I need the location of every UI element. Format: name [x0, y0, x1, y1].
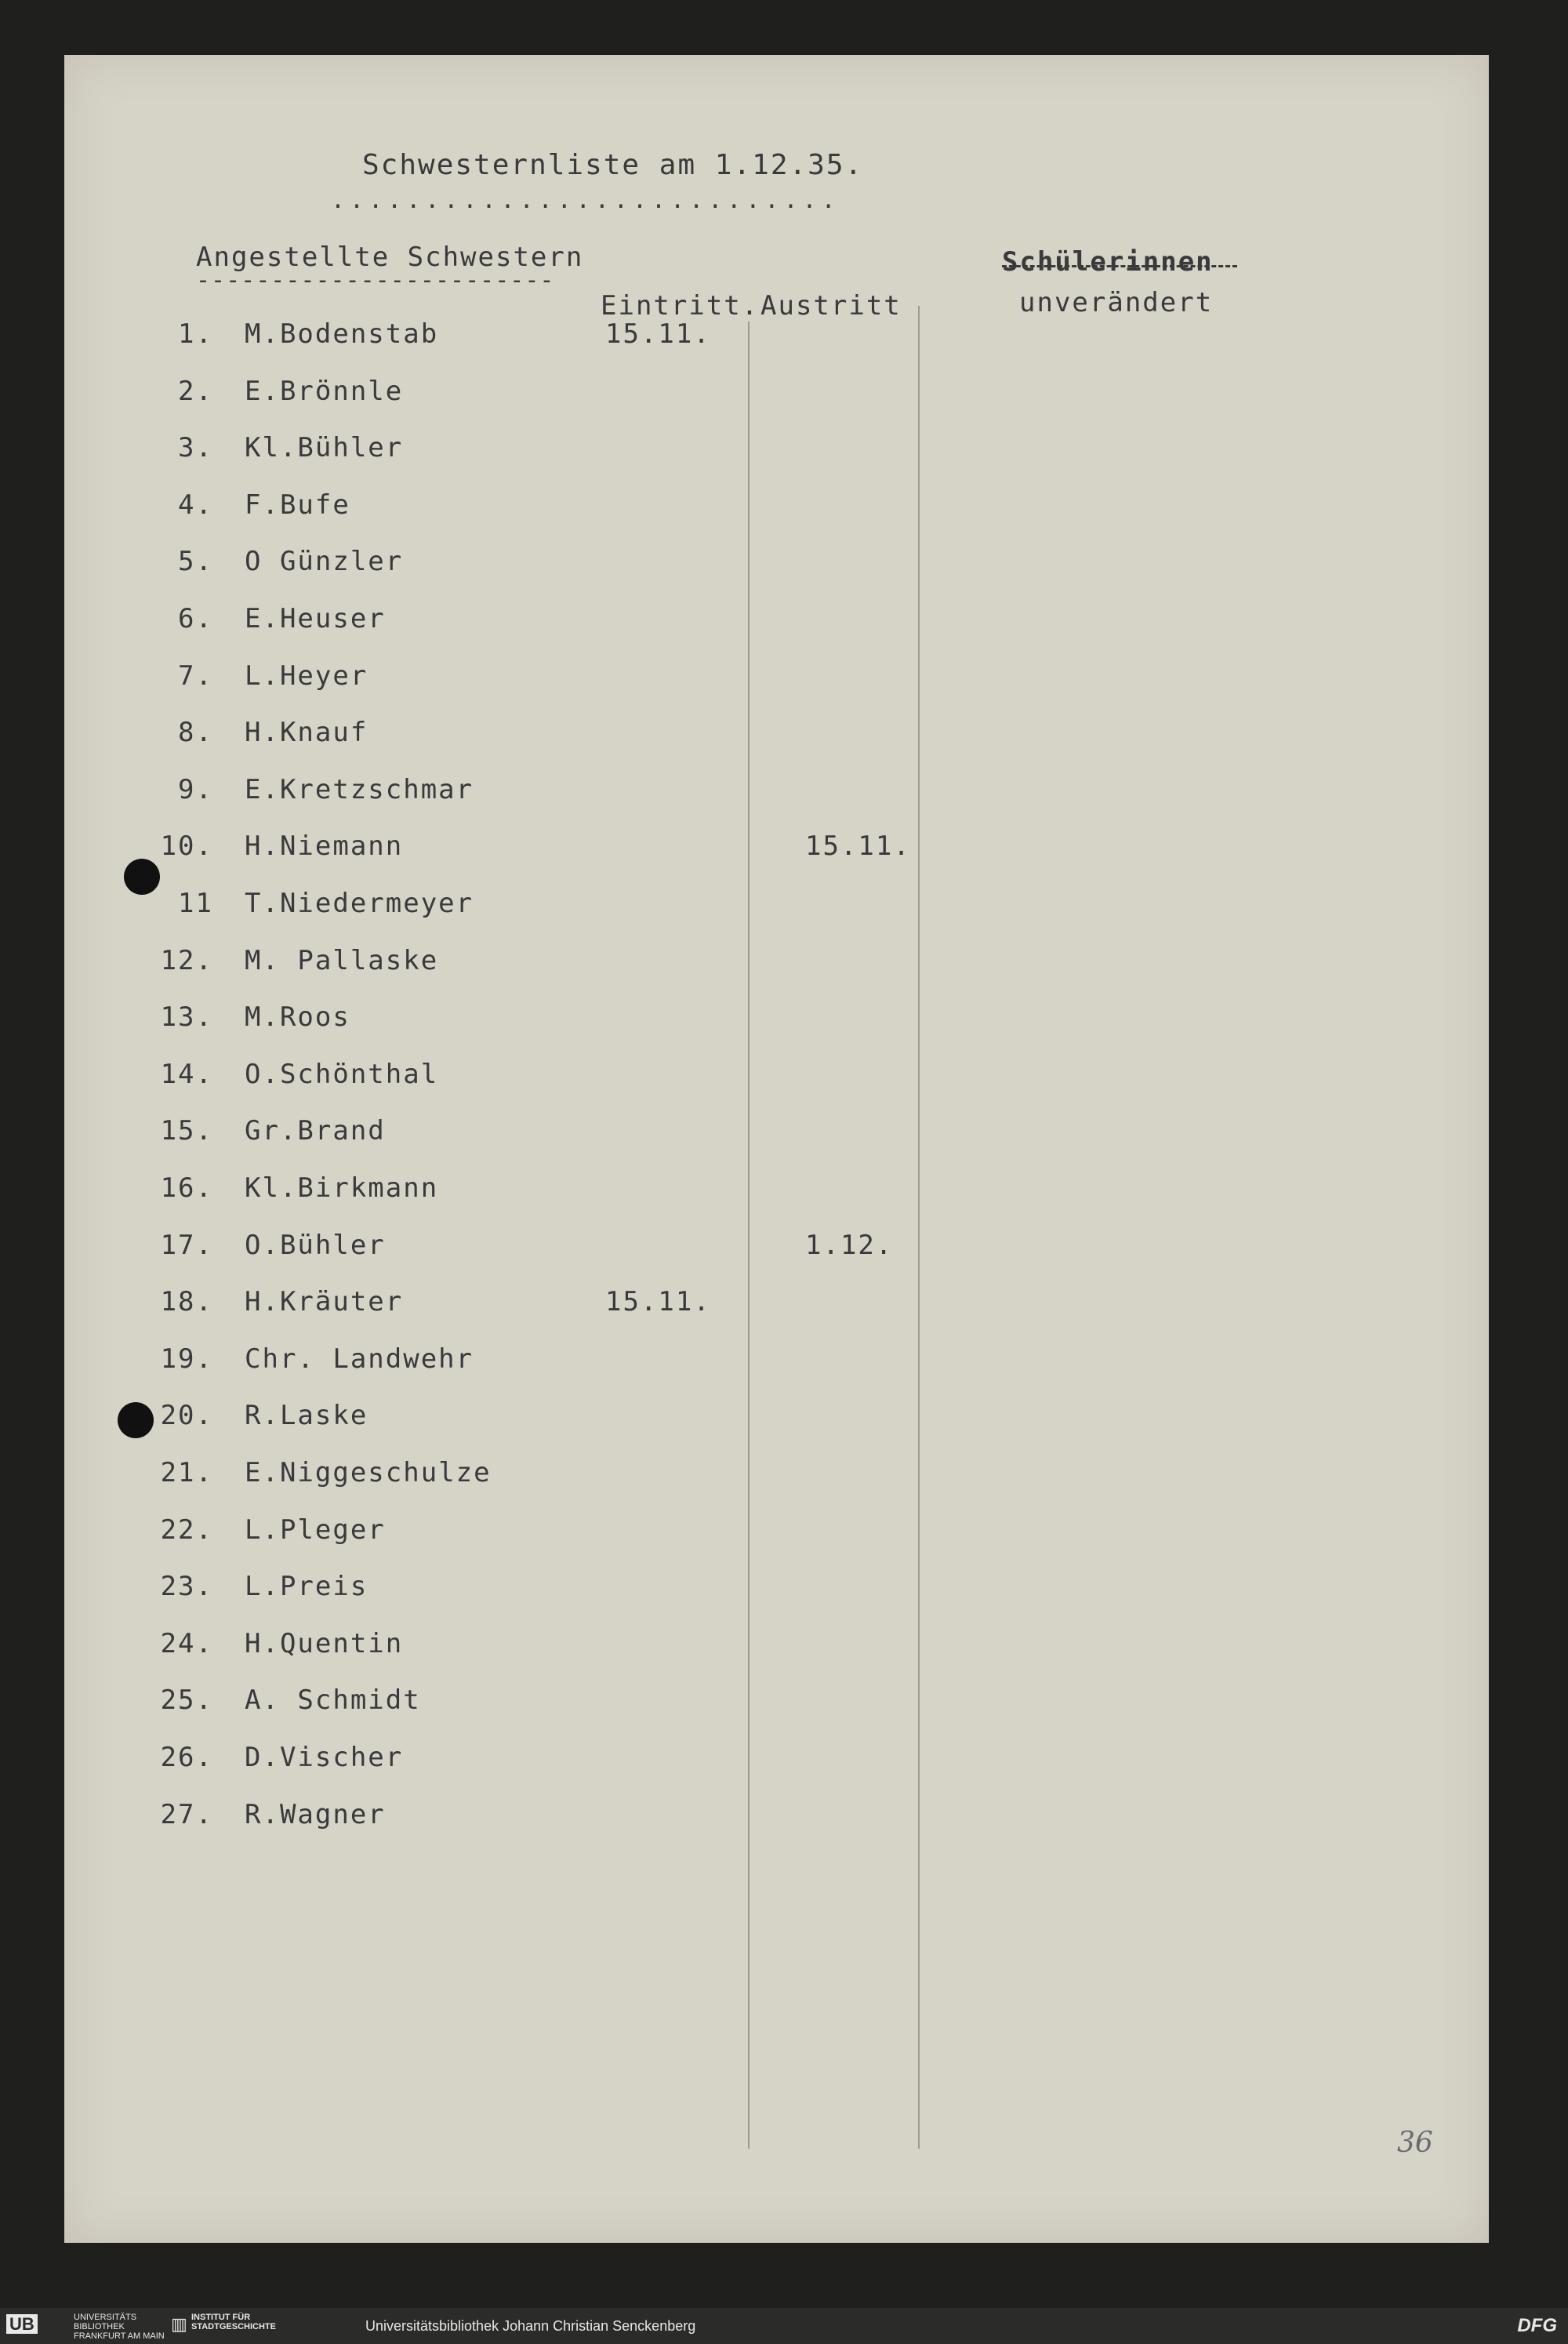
- row-number: 23.: [160, 1571, 213, 1603]
- list-item: [64, 1001, 1489, 1048]
- row-number: 20.: [160, 1400, 213, 1432]
- row-number: 13.: [160, 1001, 213, 1034]
- ub-logo: UB: [6, 2314, 38, 2335]
- list-item: [64, 1172, 1489, 1219]
- row-number: 9.: [178, 773, 213, 805]
- row-number: 12.: [160, 944, 213, 976]
- eintritt-date: 15.11.: [605, 318, 711, 350]
- document-title: Schwesternliste am 1.12.35.: [362, 149, 864, 181]
- row-number: 8.: [178, 717, 213, 749]
- austritt-date: 1.12.: [805, 1229, 894, 1261]
- row-number: 22.: [160, 1514, 213, 1546]
- nurse-name: M.Roos: [245, 1001, 350, 1034]
- punch-hole-top: [124, 859, 160, 895]
- isg-logo-icon: ▥: [171, 2314, 187, 2334]
- nurse-name: Kl.Bühler: [245, 432, 404, 464]
- heading-schuelerinnen: Schülerinnen: [1002, 246, 1214, 278]
- list-item: [64, 717, 1489, 764]
- list-item: [64, 774, 1489, 821]
- list-item: [64, 1115, 1489, 1162]
- nurse-name: E.Brönnle: [245, 375, 404, 407]
- nurse-name: F.Bufe: [245, 489, 350, 521]
- footer-bar: [0, 2308, 1568, 2344]
- row-number: 16.: [160, 1172, 213, 1204]
- row-number: 4.: [178, 489, 213, 521]
- list-item: [64, 1628, 1489, 1675]
- title-dotted-underline: ...........................: [331, 187, 840, 214]
- column-header-eintritt: Eintritt.: [601, 290, 760, 322]
- nurse-name: Chr. Landwehr: [245, 1343, 474, 1375]
- list-item: [64, 1514, 1489, 1561]
- document-page: [64, 55, 1489, 2243]
- row-number: 3.: [178, 432, 213, 464]
- nurse-name: H.Quentin: [245, 1627, 404, 1659]
- nurse-name: L.Heyer: [245, 660, 368, 692]
- heading-underline: ------------------------: [196, 267, 555, 294]
- page-number: 36: [1397, 2127, 1433, 2159]
- list-item: [64, 1286, 1489, 1333]
- row-number: 6.: [178, 603, 213, 634]
- list-item: [64, 1799, 1489, 1846]
- row-number: 2.: [178, 375, 213, 407]
- list-item: [64, 489, 1489, 536]
- column-header-austritt: Austritt: [760, 290, 902, 322]
- list-item: [64, 603, 1489, 650]
- nurse-name: Kl.Birkmann: [245, 1172, 439, 1204]
- nurse-name: M.Bodenstab: [245, 318, 439, 350]
- list-item: [64, 660, 1489, 707]
- list-item: [64, 1343, 1489, 1390]
- nurse-name: H.Kräuter: [245, 1286, 404, 1318]
- austritt-date: 15.11.: [805, 830, 911, 863]
- row-number: 17.: [160, 1229, 213, 1261]
- row-number: 10.: [160, 830, 213, 863]
- nurse-name: M. Pallaske: [245, 944, 439, 976]
- library-name: Universitätsbibliothek Johann Christian Senckenberg: [365, 2318, 696, 2334]
- nurse-name: R.Laske: [245, 1400, 368, 1432]
- nurse-name: E.Kretzschmar: [245, 773, 474, 805]
- row-number: 25.: [160, 1684, 213, 1717]
- list-item: [64, 1571, 1489, 1618]
- row-number: 15.: [160, 1115, 213, 1147]
- nurse-name: L.Pleger: [245, 1514, 386, 1546]
- list-item: [64, 1457, 1489, 1504]
- nurse-name: E.Niggeschulze: [245, 1457, 492, 1488]
- nurse-name: D.Vischer: [245, 1742, 404, 1773]
- isg-logo-text: INSTITUT FÜR STADTGESCHICHTE: [191, 2313, 276, 2331]
- nurse-name: L.Preis: [245, 1571, 368, 1603]
- nurse-name: H.Knauf: [245, 717, 368, 749]
- list-item: [64, 432, 1489, 479]
- list-item: [64, 1684, 1489, 1732]
- row-number: 26.: [160, 1742, 213, 1773]
- eintritt-date: 15.11.: [605, 1286, 711, 1318]
- punch-hole-bottom: [118, 1402, 154, 1438]
- list-item: [64, 830, 1489, 878]
- row-number: 19.: [160, 1343, 213, 1375]
- nurse-name: O.Bühler: [245, 1229, 386, 1261]
- dfg-logo: DFG: [1517, 2315, 1557, 2336]
- row-number: 24.: [160, 1627, 213, 1659]
- nurse-name: H.Niemann: [245, 830, 404, 863]
- list-item: [64, 376, 1489, 423]
- row-number: 18.: [160, 1286, 213, 1318]
- heading-schuelerinnen-underline: [1002, 265, 1237, 267]
- nurse-name: O.Schönthal: [245, 1058, 439, 1090]
- row-number: 11: [178, 888, 213, 919]
- list-item: [64, 1230, 1489, 1277]
- schuelerinnen-status: unverändert: [1019, 287, 1214, 318]
- nurse-name: A. Schmidt: [245, 1684, 421, 1717]
- nurse-name: E.Heuser: [245, 603, 386, 634]
- row-number: 7.: [178, 660, 213, 692]
- nurse-name: R.Wagner: [245, 1798, 386, 1830]
- list-item: [64, 945, 1489, 992]
- nurse-name: Gr.Brand: [245, 1115, 386, 1147]
- list-item: [64, 1742, 1489, 1789]
- row-number: 1.: [178, 318, 213, 350]
- list-item: [64, 888, 1489, 935]
- heading-angestellte-schwestern: Angestellte Schwestern: [196, 242, 584, 273]
- row-number: 5.: [178, 546, 213, 578]
- list-item: [64, 546, 1489, 593]
- list-item: [64, 318, 1489, 365]
- row-number: 14.: [160, 1058, 213, 1090]
- nurse-name: O Günzler: [245, 546, 404, 578]
- ub-logo-text: UNIVERSITÄTS BIBLIOTHEK FRANKFURT AM MAIN: [74, 2313, 165, 2341]
- row-number: 27.: [160, 1798, 213, 1830]
- nurse-name: T.Niedermeyer: [245, 888, 474, 919]
- list-item: [64, 1059, 1489, 1106]
- row-number: 21.: [160, 1457, 213, 1488]
- list-item: [64, 1400, 1489, 1447]
